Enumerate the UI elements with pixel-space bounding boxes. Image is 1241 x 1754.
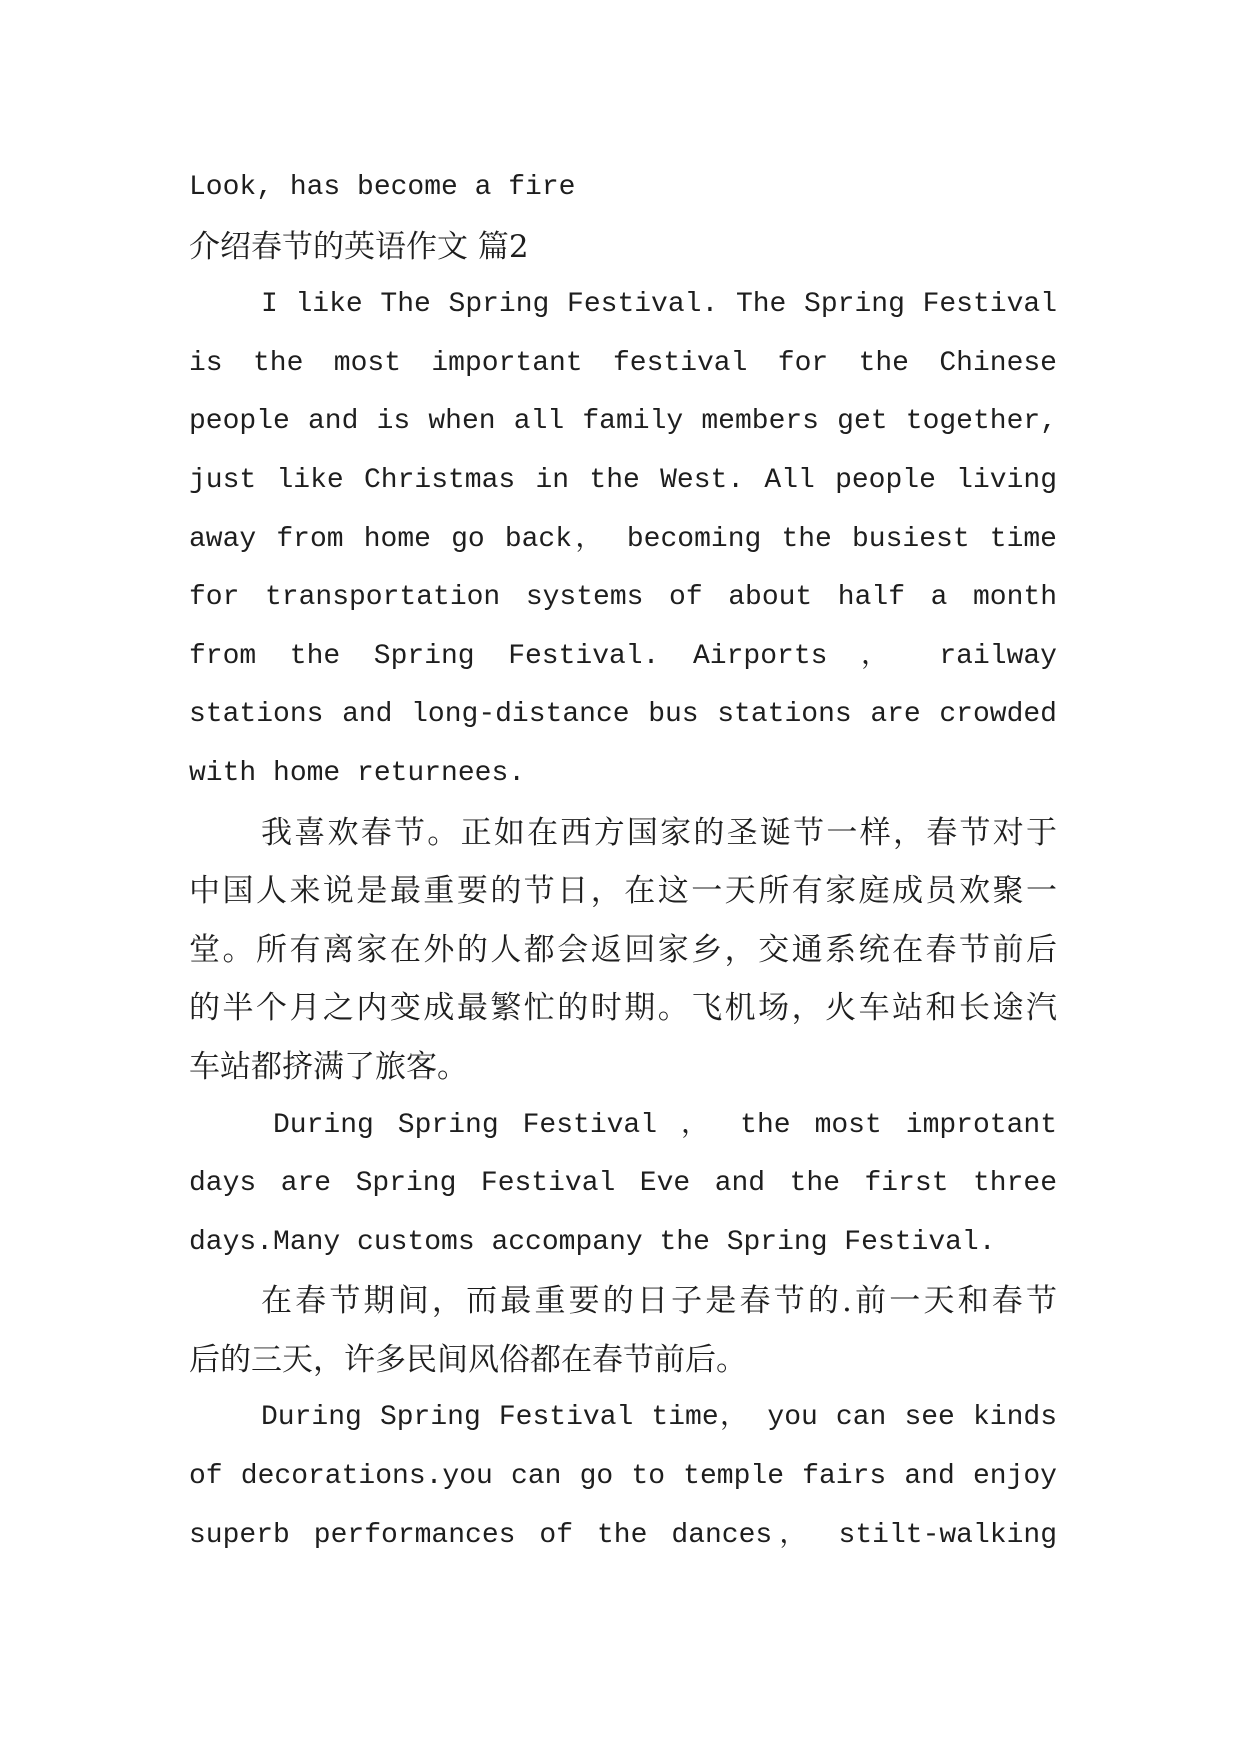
- text-line: people and is when all family members get together,: [189, 406, 1057, 438]
- text-line: 堂。所有离家在外的人都会返回家乡，交通系统在春节前后: [189, 931, 1057, 968]
- text-line: days are Spring Festival Eve and the first three: [189, 1168, 1057, 1200]
- paragraph-english-1: [189, 276, 1057, 803]
- text-line: 的半个月之内变成最繁忙的时期。飞机场，火车站和长途汽: [189, 990, 1057, 1027]
- paragraph-chinese-2: [189, 1272, 1057, 1389]
- text-line: from the Spring Festival. Airports ， railway: [189, 640, 1057, 672]
- document-body: [189, 159, 1057, 1565]
- text-line: 我喜欢春节。正如在西方国家的圣诞节一样，春节对于: [261, 814, 1057, 851]
- paragraph-english-3: [189, 1389, 1057, 1565]
- intro-line: Look, has become a fire: [189, 172, 576, 203]
- text-line: During Spring Festival ， the most improtant: [273, 1109, 1057, 1141]
- text-line: days.Many customs accompany the Spring Festival.: [189, 1226, 996, 1258]
- text-line: of decorations.you can go to temple fairs and enjoy: [189, 1461, 1057, 1493]
- text-line: just like Christmas in the West. All people living: [189, 464, 1057, 496]
- text-line: superb performances of the dances， stilt-walking: [189, 1519, 1057, 1551]
- text-line: is the most important festival for the Chinese: [189, 347, 1057, 379]
- text-line: 车站都挤满了旅客。: [189, 1048, 468, 1085]
- text-line: During Spring Festival time， you can see kinds: [261, 1402, 1057, 1434]
- text-line: 中国人来说是最重要的节日，在这一天所有家庭成员欢聚一: [189, 873, 1057, 910]
- text-line: 后的三天，许多民间风俗都在春节前后。: [189, 1341, 747, 1378]
- text-line: I like The Spring Festival. The Spring Festival: [261, 289, 1057, 321]
- text-line: stations and long-distance bus stations are crowded: [189, 699, 1057, 731]
- document-heading: 介绍春节的英语作文 篇2: [189, 228, 529, 265]
- paragraph-english-2: [189, 1097, 1057, 1273]
- paragraph-chinese-1: [189, 804, 1057, 1097]
- text-line: with home returnees.: [189, 757, 526, 789]
- text-line: for transportation systems of about half a month: [189, 582, 1057, 614]
- text-line: 在春节期间，而最重要的日子是春节的.前一天和春节: [261, 1283, 1057, 1320]
- text-line: away from home go back， becoming the busiest time: [189, 523, 1057, 555]
